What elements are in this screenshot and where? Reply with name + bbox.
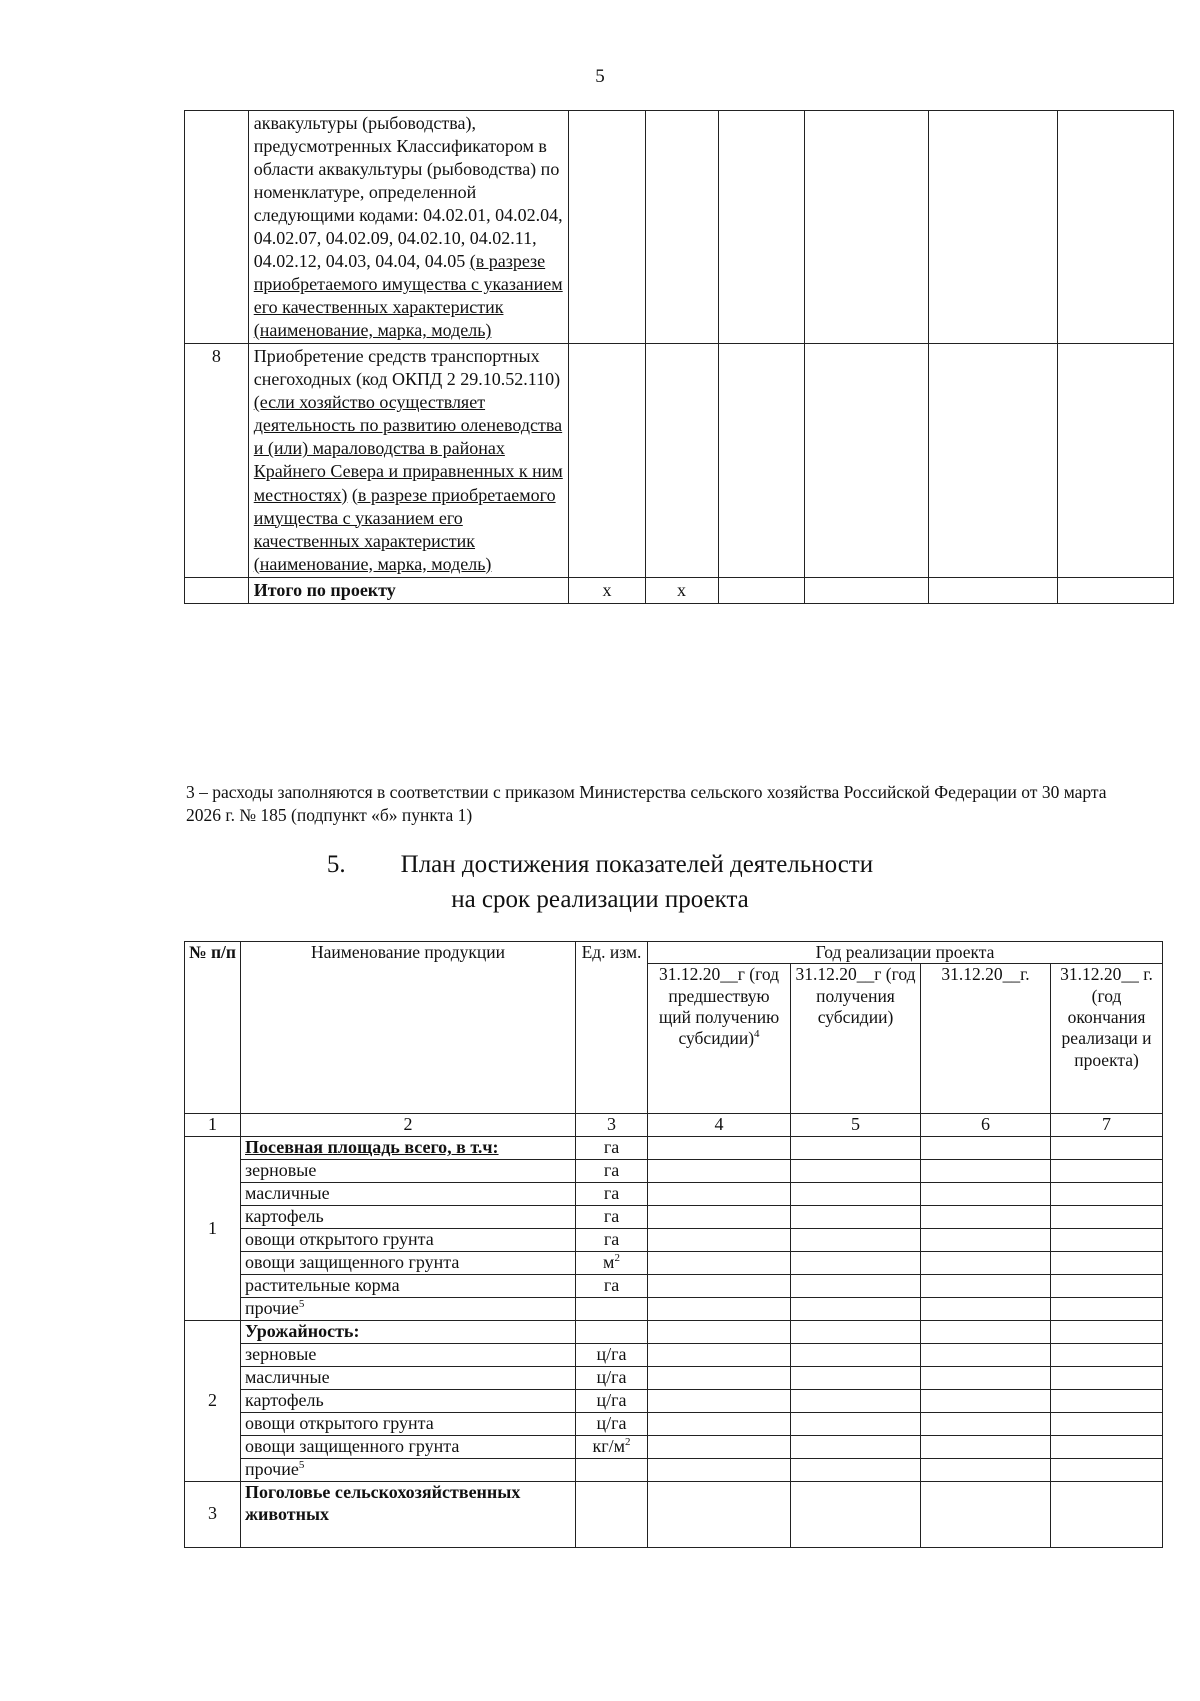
table-row [185,1229,1163,1252]
unit: ц/га [576,1389,648,1412]
product-name: овощи открытого грунта [241,1229,576,1252]
unit: $кг/м^2$ [576,1435,648,1458]
group-number: 3 [185,1481,241,1547]
costs-table [184,110,1174,604]
unit: га [576,1229,648,1252]
group-number: 1 [185,1137,241,1321]
unit: ц/га [576,1412,648,1435]
group-number: 2 [185,1320,241,1481]
table-row [185,344,1174,577]
product-name: зерновые [241,1343,576,1366]
table-row [185,1320,1163,1343]
product-name: картофель [241,1206,576,1229]
footnote: 3 – расходы заполняются в соответствии с приказом Министерства сельского хозяйства Российской Федерации от 30 марта 2026 г. № 185 (подпункт «б» пункта 1) [186,782,1107,825]
header-col5: 31.12.20__г (год получения субсидии) [791,964,921,1114]
table-row [185,111,1174,344]
header-year-group: Год реализации проекта [648,942,1163,964]
section-title: 5. План достижения показателей деятельности на срок реализации проекта [326,851,874,913]
total-x-mark: х [569,577,645,603]
product-name: овощи защищенного грунта [241,1435,576,1458]
product-name: Посевная площадь всего, в т.ч: [241,1137,576,1160]
table-row [185,1366,1163,1389]
page-number: 5 [595,66,605,87]
unit: га [576,1275,648,1298]
table-row [185,1252,1163,1275]
table-row [185,1206,1163,1229]
row-number: 8 [185,344,249,577]
underlined-note: (если хозяйство осуществляет деятельность по развитию оленеводства и (или) мараловодства в районах Крайнего Севера и приравненных к ним местностях) [253,392,563,505]
header-row [185,942,1163,964]
table-row [185,1137,1163,1160]
header-unit: Ед. изм. [576,942,648,1114]
table-row [185,1160,1163,1183]
unit: ц/га [576,1343,648,1366]
product-name: зерновые [241,1160,576,1183]
table-row [185,1275,1163,1298]
product-name: картофель [241,1389,576,1412]
header-num: № п/п [185,942,241,1114]
product-name: овощи защищенного грунта [241,1252,576,1275]
header-col6: 31.12.20__г. [921,964,1051,1114]
product-name: Урожайность: [241,1320,576,1343]
product-name: масличные [241,1366,576,1389]
unit [576,1297,648,1320]
table-row [185,1183,1163,1206]
total-row [185,577,1174,603]
underlined-note: (в разрезе приобретаемого имущества с указанием его качественных характеристик (наименование, марка, модель) [253,251,563,341]
table-row [185,1389,1163,1412]
unit [576,1320,648,1343]
table-row [185,1481,1163,1547]
column-numbers-row: 1 2 3 4 5 6 7 [185,1114,1163,1137]
header-col7: 31.12.20__ г. (год окончания реализаци и проекта) [1051,964,1163,1114]
unit: $м^2$ [576,1252,648,1275]
header-name: Наименование продукции [241,942,576,1114]
table-row [185,1435,1163,1458]
product-name: растительные корма [241,1275,576,1298]
total-x-mark: х [645,577,718,603]
total-label: Итого по проекту [248,577,569,603]
indicators-table [184,941,1163,1548]
table-row [185,1458,1163,1481]
unit: ц/га [576,1366,648,1389]
product-name: прочие$^5$ [241,1297,576,1320]
unit: га [576,1183,648,1206]
header-col4: 31.12.20__г (год предшествую щий получению субсидии)$^4$ [648,964,791,1114]
table-row [185,1412,1163,1435]
product-name: овощи открытого грунта [241,1412,576,1435]
table-row [185,1297,1163,1320]
unit: га [576,1137,648,1160]
table-row [185,1343,1163,1366]
product-name: прочие$^5$ [241,1458,576,1481]
unit: га [576,1160,648,1183]
product-name: масличные [241,1183,576,1206]
item-description: аквакультуры (рыбоводства), предусмотренных Классификатором в области аквакультуры (рыбоводства) по номенклатуре, определенной следующими кодами: 04.02.01, 04.02.04, 04.02.07, 04.02.09, 04.02.10, 04.02.11, 04.02.12, 04.03, 04.04, 04.05 (в разрезе приобретаемого имущества с указанием его качественных характеристик (наименование, марка, модель) [248,111,569,344]
unit: га [576,1206,648,1229]
unit [576,1458,648,1481]
underlined-note: (в разрезе приобретаемого имущества с указанием его качественных характеристик (наименование, марка, модель) [253,484,556,574]
item-description: Приобретение средств транспортных снегоходных (код ОКПД 2 29.10.52.110) (если хозяйство осуществляет деятельность по развитию оленеводства и (или) мараловодства в районах Крайнего Севера и приравненных к ним местностях) (в разрезе приобретаемого имущества с указанием его качественных характеристик (наименование, марка, модель) [248,344,569,577]
section-number: 5. [326,851,346,878]
product-name: Поголовье сельскохозяйственных животных [241,1481,576,1547]
